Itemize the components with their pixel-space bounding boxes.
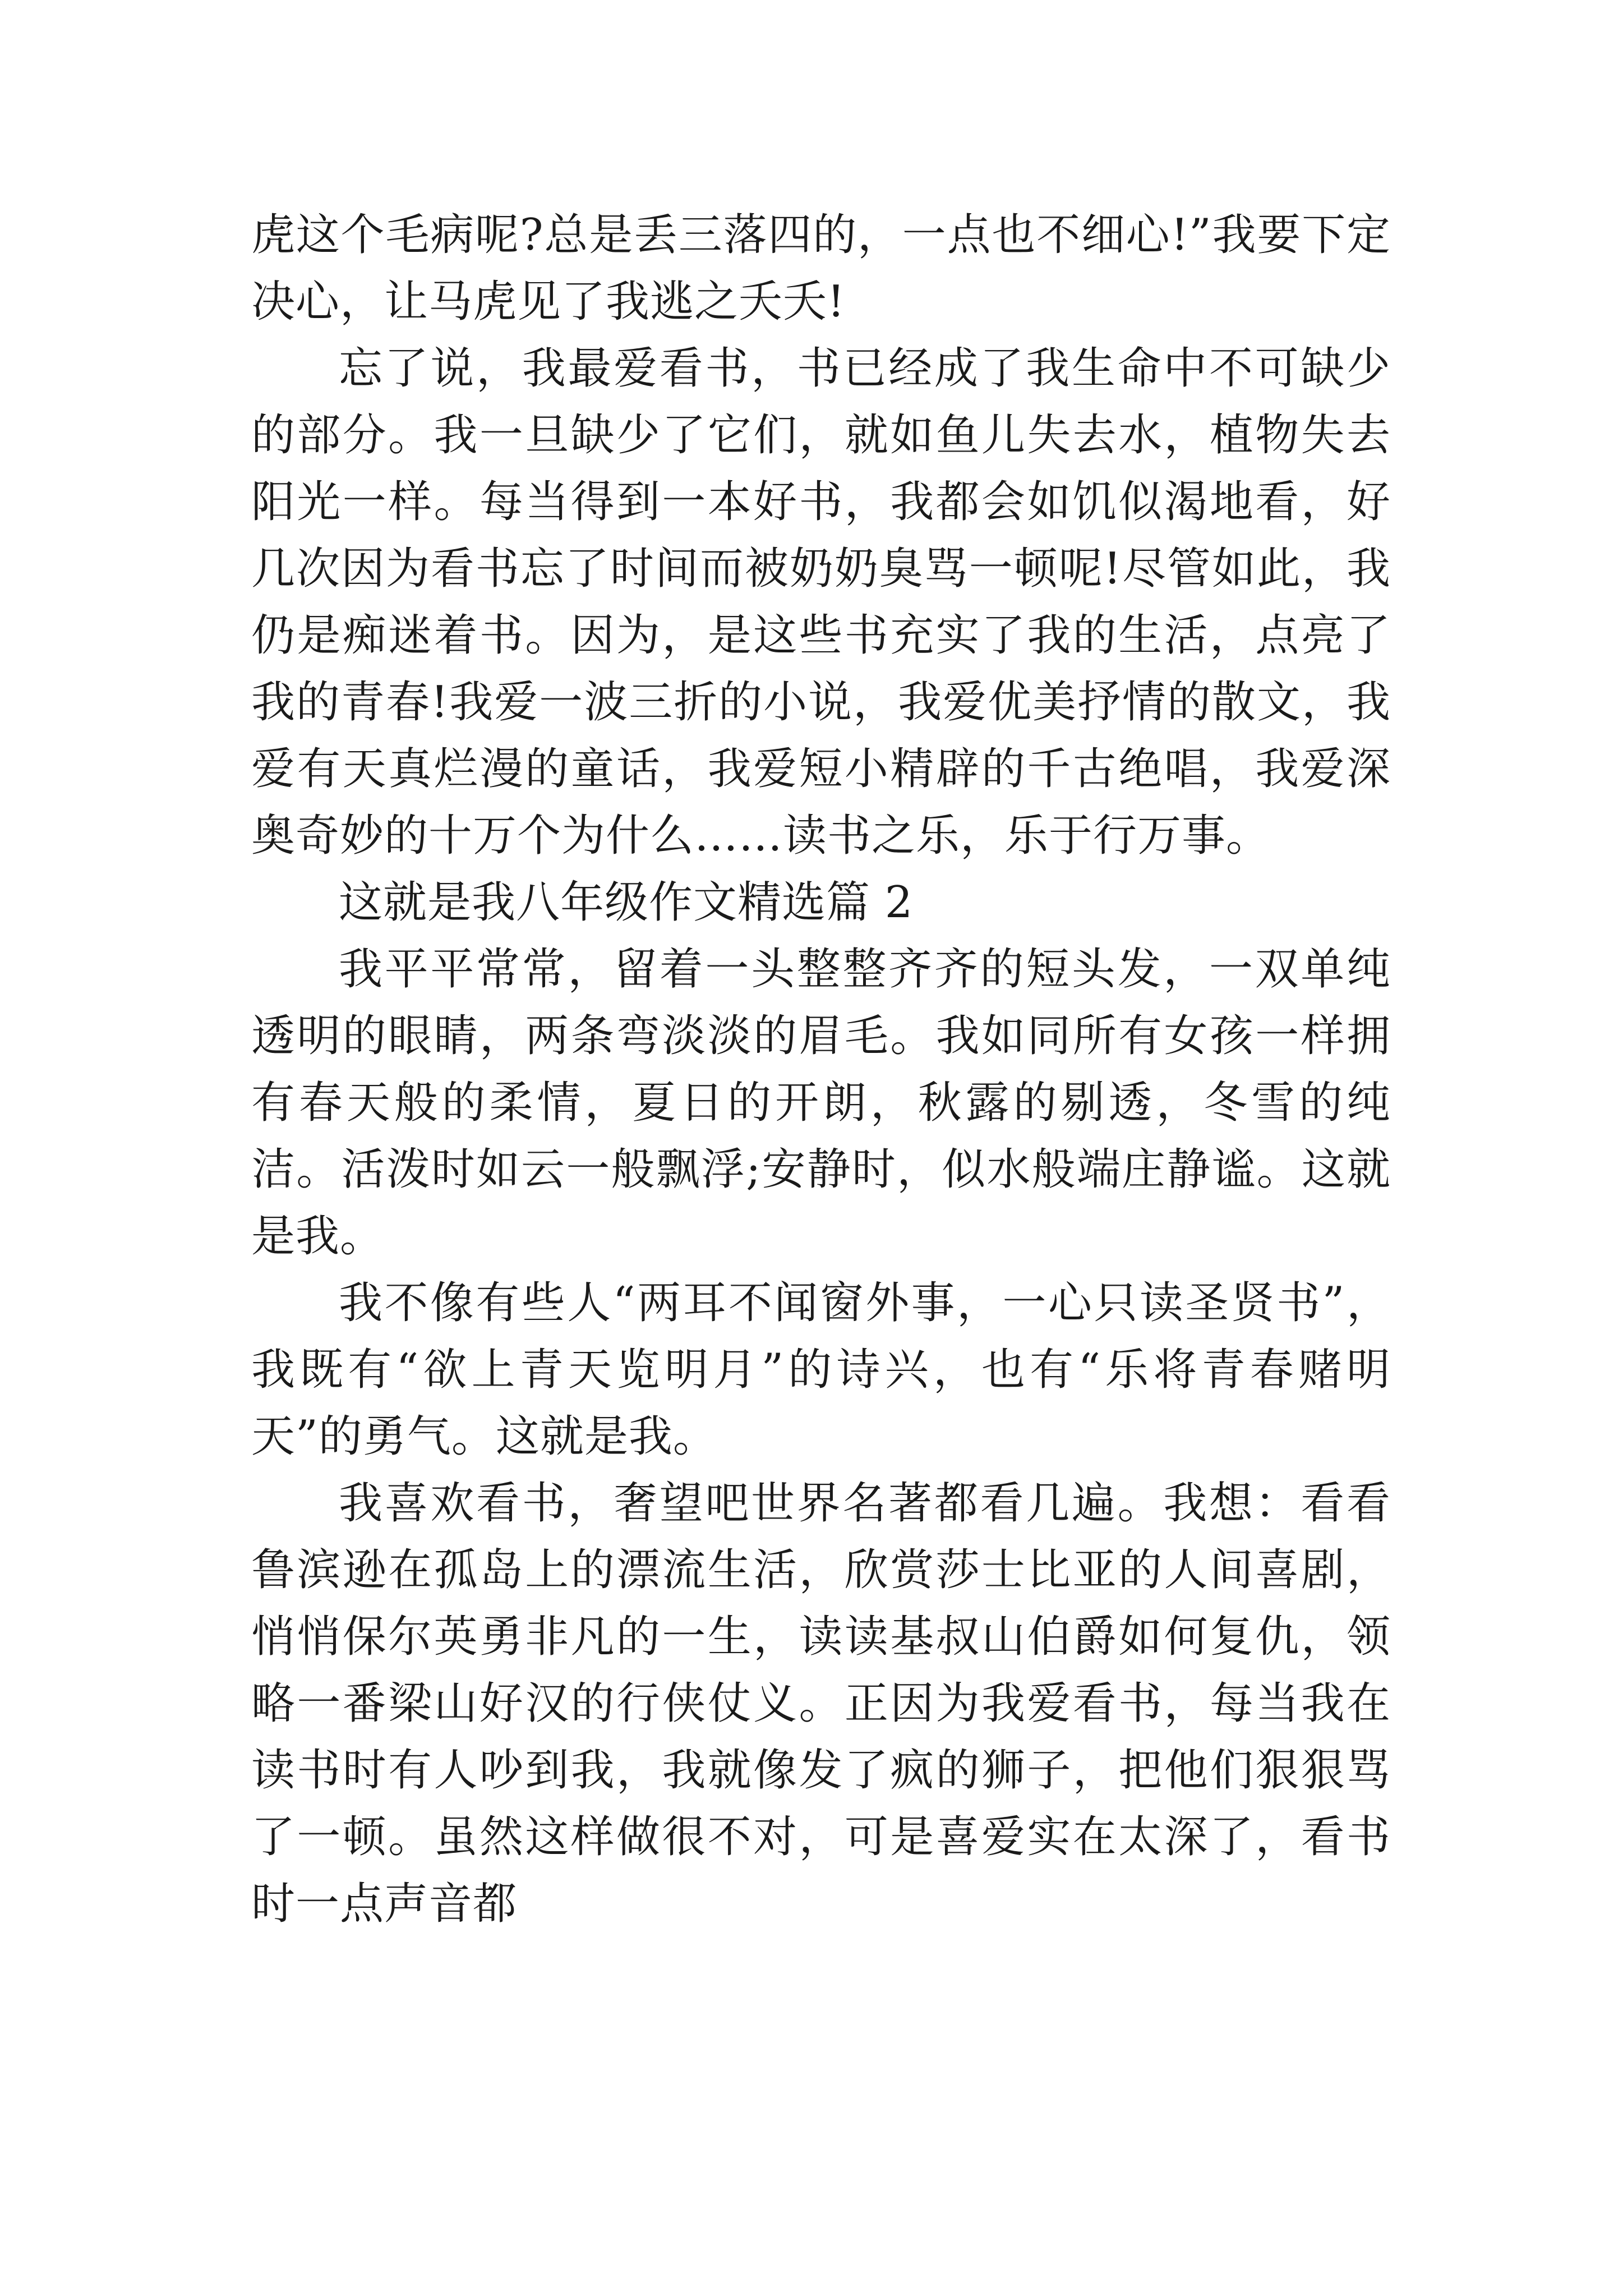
paragraph-appearance: 我平平常常，留着一头整整齐齐的短头发，一双单纯透明的眼睛，两条弯淡淡的眉毛。我如同所有女孩一样拥有春天般的柔情，夏日的开朗，秋露的剔透，冬雪的纯洁。活泼时如云一般飘浮;安静时，似水般端庄静谧。这就是我。: [251, 944, 1391, 1262]
paragraph-reading-love: 忘了说，我最爱看书，书已经成了我生命中不可缺少的部分。我一旦缺少了它们，就如鱼儿失去水，植物失去阳光一样。每当得到一本好书，我都会如饥似渴地看，好几次因为看书忘了时间而被奶奶臭骂一顿呢!尽管如此，我仍是痴迷着书。因为，是这些书充实了我的生活，点亮了我的青春!我爱一波三折的小说，我爱优美抒情的散文，我爱有天真烂漫的童话，我爱短小精辟的千古绝唱，我爱深奥奇妙的十万个为什么……读书之乐，乐于行万事。: [251, 343, 1391, 861]
paragraph-attitude: 我不像有些人“两耳不闻窗外事，一心只读圣贤书”，我既有“欲上青天览明月”的诗兴，也有“乐将青春赌明天”的勇气。这就是我。: [251, 1278, 1391, 1462]
paragraph-books: 我喜欢看书，奢望吧世界名著都看几遍。我想：看看鲁滨逊在孤岛上的漂流生活，欣赏莎士比亚的人间喜剧，悄悄保尔英勇非凡的一生，读读基叔山伯爵如何复仇，领略一番梁山好汉的行侠仗义。正因为我爱看书，每当我在读书时有人吵到我，我就像发了疯的狮子，把他们狠狠骂了一顿。虽然这样做很不对，可是喜爱实在太深了，看书时一点声音都: [251, 1478, 1391, 1929]
section-heading: 这就是我八年级作文精选篇 2: [339, 877, 914, 928]
document-body: [251, 202, 1391, 1938]
paragraph-continuation: 虎这个毛病呢?总是丢三落四的，一点也不细心!”我要下定决心，让马虎见了我逃之夭夭!: [251, 210, 1391, 327]
